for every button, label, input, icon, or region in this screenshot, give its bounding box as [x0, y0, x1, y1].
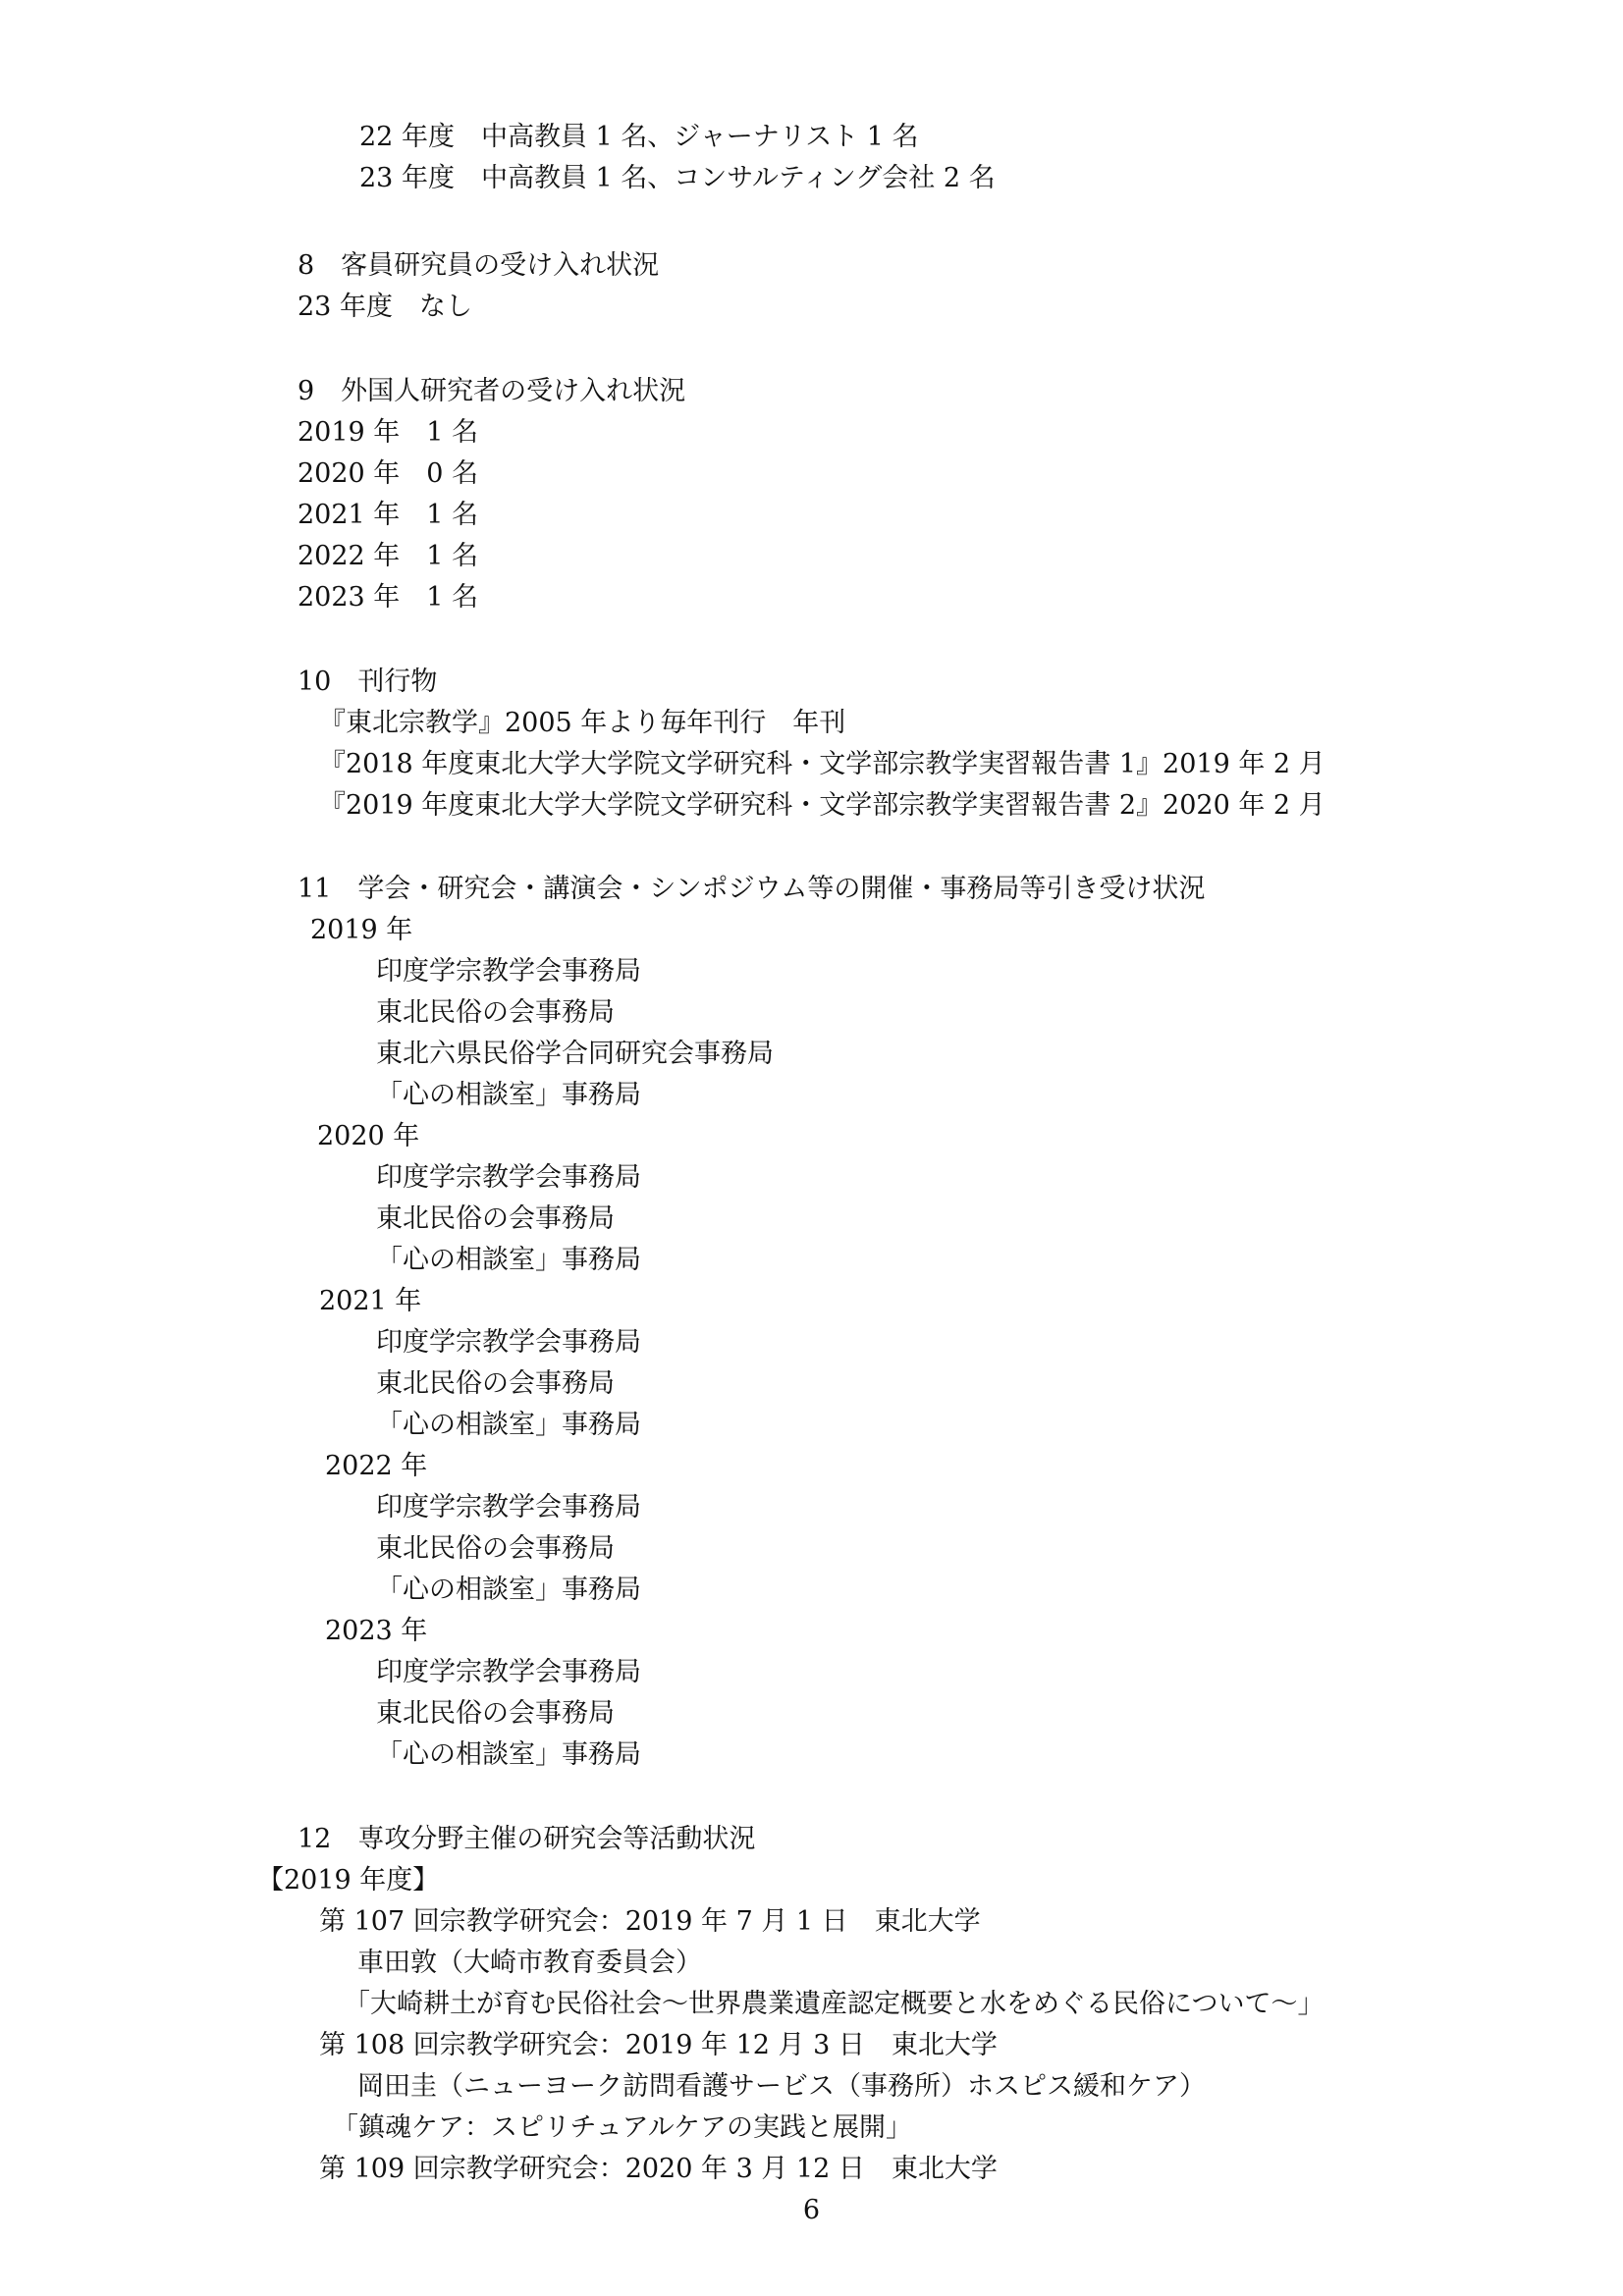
visitor-row: 2020 年 0 名 — [298, 458, 479, 489]
fiscal-year-label: 【2019 年度】 — [257, 1865, 440, 1896]
office-item: 印度学宗教学会事務局 — [376, 1162, 641, 1193]
section-11-heading: 11 学会・研究会・講演会・シンポジウム等の開催・事務局等引き受け状況 — [298, 874, 1206, 904]
visitor-row: 2022 年 1 名 — [298, 541, 479, 571]
office-item: 印度学宗教学会事務局 — [376, 1657, 641, 1687]
section-8-line: 23 年度 なし — [298, 292, 472, 322]
section-9-heading: 9 外国人研究者の受け入れ状況 — [298, 376, 686, 406]
meeting-title: 第 108 回宗教学研究会：2019 年 12 月 3 日 東北大学 — [319, 2030, 998, 2060]
office-item: 「心の相談室」事務局 — [376, 1575, 641, 1605]
visitor-row: 2021 年 1 名 — [298, 500, 479, 530]
meeting-title: 第 107 回宗教学研究会：2019 年 7 月 1 日 東北大学 — [319, 1906, 981, 1937]
year-label: 2022 年 — [325, 1451, 428, 1481]
publication-item: 『2019 年度東北大学大学院文学研究科・文学部宗教学実習報告書 2』2020 年 2 月 — [319, 790, 1325, 821]
visitor-row: 2019 年 1 名 — [298, 417, 479, 448]
section-12-heading: 12 専攻分野主催の研究会等活動状況 — [298, 1824, 756, 1854]
office-item: 東北民俗の会事務局 — [376, 997, 615, 1028]
meeting-speaker: 岡田圭（ニューヨーク訪問看護サービス（事務所）ホスピス緩和ケア） — [357, 2071, 1206, 2102]
hires-2022: 22 年度 中高教員 1 名、ジャーナリスト 1 名 — [359, 122, 919, 152]
section-10-heading: 10 刊行物 — [298, 667, 438, 697]
office-item: 「心の相談室」事務局 — [376, 1080, 641, 1110]
year-label: 2023 年 — [325, 1616, 428, 1646]
year-label: 2019 年 — [310, 915, 413, 945]
office-item: 「心の相談室」事務局 — [376, 1739, 641, 1770]
office-item: 印度学宗教学会事務局 — [376, 956, 641, 987]
year-label: 2021 年 — [319, 1286, 422, 1316]
hires-2023: 23 年度 中高教員 1 名、コンサルティング会社 2 名 — [359, 163, 996, 193]
meeting-title: 第 109 回宗教学研究会：2020 年 3 月 12 日 東北大学 — [319, 2154, 998, 2184]
office-item: 「心の相談室」事務局 — [376, 1245, 641, 1275]
page-number: 6 — [802, 2195, 821, 2225]
meeting-speaker: 車田敦（大崎市教育委員会） — [357, 1948, 702, 1978]
meeting-topic: 「鎮魂ケア：スピリチュアルケアの実践と展開」 — [332, 2112, 913, 2143]
publication-item: 『2018 年度東北大学大学院文学研究科・文学部宗教学実習報告書 1』2019 年 2 月 — [319, 749, 1325, 779]
office-item: 東北民俗の会事務局 — [376, 1698, 615, 1729]
office-item: 東北民俗の会事務局 — [376, 1203, 615, 1234]
visitor-row: 2023 年 1 名 — [298, 582, 479, 613]
office-item: 東北六県民俗学合同研究会事務局 — [376, 1039, 774, 1069]
section-8-heading: 8 客員研究員の受け入れ状況 — [298, 250, 660, 281]
office-item: 東北民俗の会事務局 — [376, 1533, 615, 1564]
office-item: 印度学宗教学会事務局 — [376, 1327, 641, 1358]
publication-item: 『東北宗教学』2005 年より毎年刊行 年刊 — [319, 708, 846, 738]
office-item: 東北民俗の会事務局 — [376, 1368, 615, 1399]
meeting-topic: 「大崎耕土が育む民俗社会～世界農業遺産認定概要と水をめぐる民俗について～」 — [344, 1989, 1325, 2019]
office-item: 印度学宗教学会事務局 — [376, 1492, 641, 1522]
year-label: 2020 年 — [317, 1121, 420, 1151]
office-item: 「心の相談室」事務局 — [376, 1410, 641, 1440]
